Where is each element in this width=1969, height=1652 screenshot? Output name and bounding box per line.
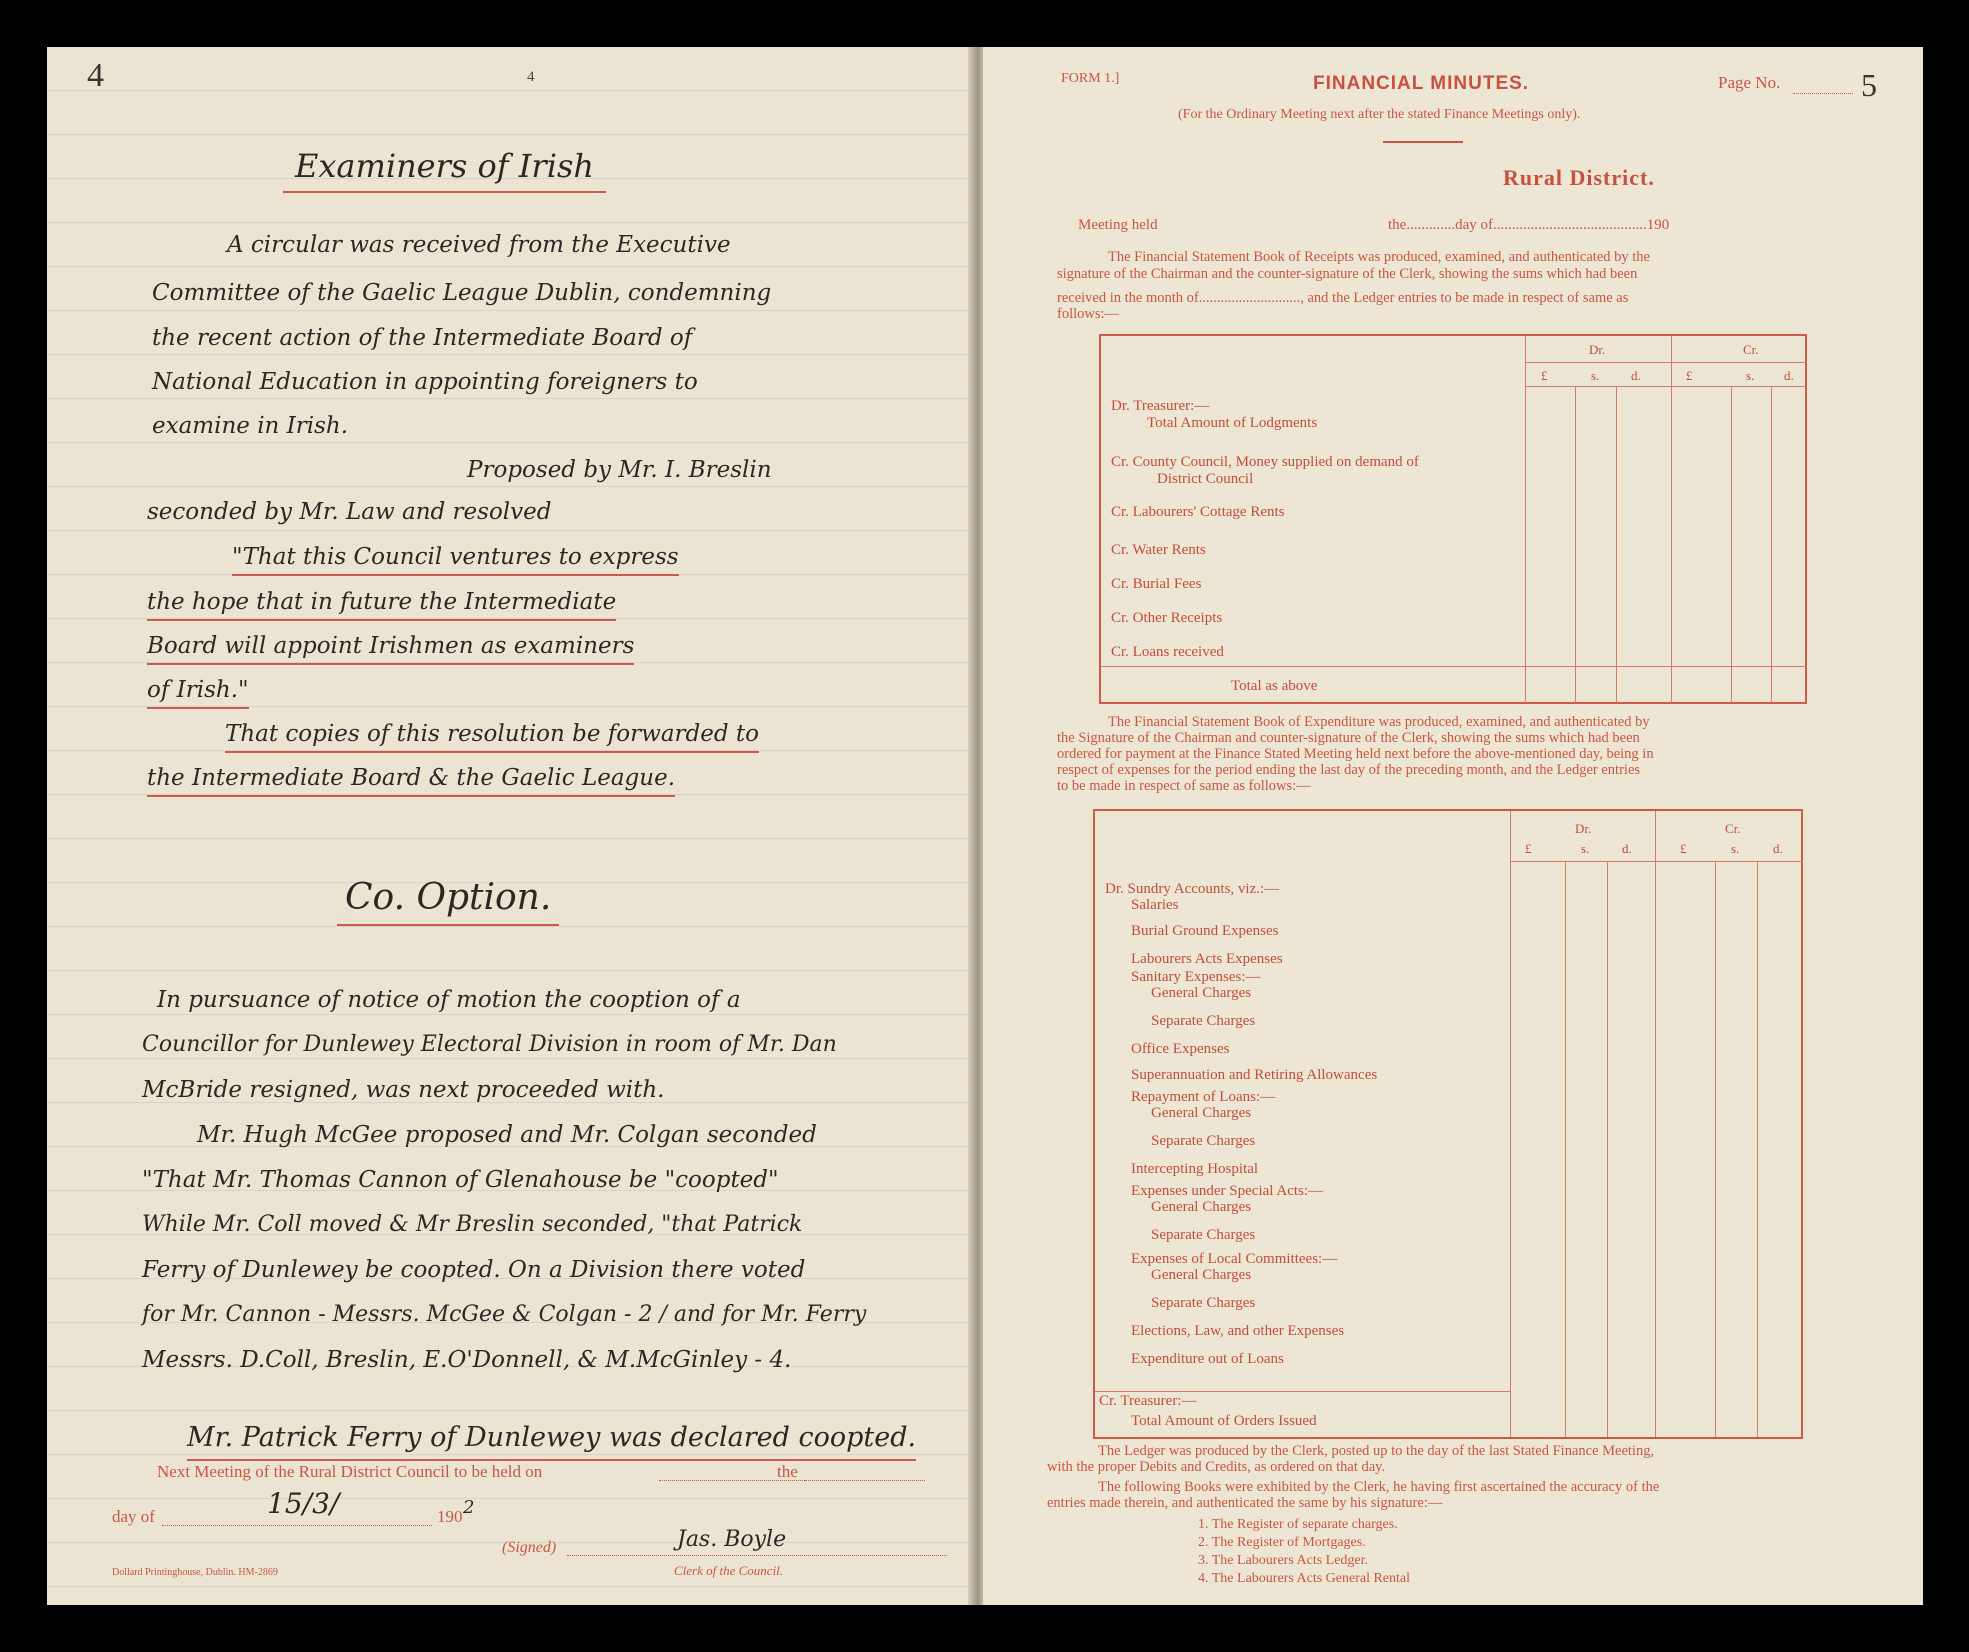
text-line: Ferry of Dunlewey be coopted. On a Division there voted <box>142 1257 806 1283</box>
expenditure-row: Separate Charges <box>1151 1133 1256 1149</box>
resolution-line: of Irish." <box>147 677 249 709</box>
text-line: While Mr. Coll moved & Mr Breslin seconded, "that Patrick <box>142 1212 803 1237</box>
page-no-label: Page No. <box>1718 73 1781 92</box>
col-rule <box>1565 861 1566 1437</box>
resolution-line: That copies of this resolution be forwarded to <box>225 721 759 753</box>
header-rule <box>1671 362 1807 363</box>
expenditure-row: Separate Charges <box>1151 1013 1256 1029</box>
form-label: FORM 1.] <box>1061 71 1120 86</box>
expenditure-row: Superannuation and Retiring Allowances <box>1131 1067 1378 1083</box>
header-dr: Dr. <box>1589 342 1606 357</box>
ledger-paragraph-line: The following Books were exhibited by the Clerk, he having first ascertained the accuracy of the <box>1098 1479 1660 1495</box>
text-line: Mr. Hugh McGee proposed and Mr. Colgan seconded <box>197 1122 817 1148</box>
col-rule <box>1671 336 1672 702</box>
header-pound: £ <box>1541 368 1548 383</box>
receipt-row: Cr. Burial Fees <box>1111 576 1202 592</box>
expenditure-row: Repayment of Loans:— <box>1131 1089 1276 1105</box>
receipt-row: Dr. Treasurer:— <box>1111 398 1210 414</box>
title-rule <box>1383 141 1463 143</box>
financial-minutes-title: FINANCIAL MINUTES. <box>1313 73 1530 94</box>
header-s: s. <box>1731 841 1740 856</box>
header-d: d. <box>1784 368 1794 383</box>
col-rule <box>1731 386 1732 702</box>
day-of-line <box>162 1525 432 1526</box>
header-rule <box>1525 362 1671 363</box>
text-line: Messrs. D.Coll, Breslin, E.O'Donnell, & M.McGinley - 4. <box>142 1347 792 1373</box>
expenditure-row: Expenses of Local Committees:— <box>1131 1251 1338 1267</box>
header-d: d. <box>1773 841 1783 856</box>
page-number: 5 <box>1861 67 1877 103</box>
expenditure-row: Expenditure out of Loans <box>1131 1351 1284 1367</box>
expenditure-paragraph-line: respect of expenses for the period ending the last day of the preceding month, and the Ledger entries <box>1057 762 1641 778</box>
treasurer-rule <box>1095 1391 1510 1392</box>
text-line: Committee of the Gaelic League Dublin, condemning <box>152 280 772 306</box>
receipts-paragraph-line: The Financial Statement Book of Receipts was produced, examined, and authenticated by the <box>1108 249 1650 265</box>
expenditure-row: Sanitary Expenses:— <box>1131 969 1261 985</box>
section-heading-cooption: Co. Option. <box>337 877 559 926</box>
total-rule <box>1101 666 1807 667</box>
ledger-paragraph-line: with the proper Debits and Credits, as ordered on that day. <box>1047 1459 1386 1475</box>
header-s: s. <box>1581 841 1590 856</box>
text-line: National Education in appointing foreigners to <box>152 369 698 395</box>
col-rule <box>1607 861 1608 1437</box>
col-rule <box>1510 811 1511 1437</box>
meeting-date: the.............day of.........................................190 <box>1388 217 1670 233</box>
clerk-signature: Jas. Boyle <box>677 1527 787 1552</box>
receipt-row: District Council <box>1157 471 1254 487</box>
expenditure-row: General Charges <box>1151 1199 1252 1215</box>
col-rule <box>1715 861 1716 1437</box>
year-prefix: 190 <box>437 1507 463 1526</box>
receipt-row: Cr. Water Rents <box>1111 542 1206 558</box>
expenditure-row: General Charges <box>1151 1267 1252 1283</box>
ledger-paragraph-line: entries made therein, and authenticated the same by his signature:— <box>1047 1495 1443 1511</box>
rural-district: Rural District. <box>1503 165 1655 190</box>
header-dr: Dr. <box>1575 821 1592 836</box>
receipt-row: Cr. Labourers' Cottage Rents <box>1111 504 1285 520</box>
page-number-top: 4 <box>527 69 535 85</box>
receipt-row: Cr. Other Receipts <box>1111 610 1223 626</box>
header-rule <box>1525 386 1807 387</box>
left-page <box>47 47 977 1605</box>
receipts-paragraph-line: received in the month of............................, and the Ledger entries to be made in respect of same as <box>1057 290 1629 306</box>
subtitle: (For the Ordinary Meeting next after the stated Finance Meetings only). <box>1178 107 1581 122</box>
expenditure-row: Labourers Acts Expenses <box>1131 951 1283 967</box>
meeting-held: Meeting held <box>1078 217 1158 233</box>
text-line: McBride resigned, was next proceeded with. <box>142 1077 665 1103</box>
right-page <box>983 47 1923 1605</box>
text-line: seconded by Mr. Law and resolved <box>147 499 552 525</box>
section-heading-examiners: Examiners of Irish <box>283 147 606 193</box>
expenditure-row: Elections, Law, and other Expenses <box>1131 1323 1345 1339</box>
expenditure-paragraph-line: ordered for payment at the Finance Stated Meeting held next before the above-mentioned day, being in <box>1057 746 1654 762</box>
receipt-row: Cr. Loans received <box>1111 644 1224 660</box>
page-no-line <box>1793 93 1853 94</box>
expenditure-row: Separate Charges <box>1151 1295 1256 1311</box>
expenditure-row: Total Amount of Orders Issued <box>1131 1413 1317 1429</box>
col-rule <box>1525 336 1526 702</box>
ledger-paragraph-line: The Ledger was produced by the Clerk, posted up to the day of the last Stated Finance Meeting, <box>1098 1443 1655 1459</box>
header-pound: £ <box>1680 841 1687 856</box>
header-pound: £ <box>1686 368 1693 383</box>
the-line <box>805 1480 925 1481</box>
expenditure-row: Intercepting Hospital <box>1131 1161 1259 1177</box>
expenditure-paragraph-line: The Financial Statement Book of Expenditure was produced, examined, and authenticated by <box>1108 714 1650 730</box>
expenditure-row: General Charges <box>1151 985 1252 1001</box>
expenditure-row: Dr. Sundry Accounts, viz.:— <box>1105 881 1280 897</box>
book-item: 4. The Labourers Acts General Rental <box>1198 1571 1411 1586</box>
text-line: the recent action of the Intermediate Board of <box>152 325 693 351</box>
next-meeting-label: Next Meeting of the Rural District Council to be held on <box>157 1462 543 1481</box>
text-line: A circular was received from the Executive <box>227 232 731 258</box>
header-d: d. <box>1631 368 1641 383</box>
text-line: for Mr. Cannon - Messrs. McGee & Colgan - 2 / and for Mr. Ferry <box>142 1302 867 1327</box>
col-rule <box>1757 861 1758 1437</box>
header-s: s. <box>1591 368 1600 383</box>
text-line: In pursuance of notice of motion the cooption of a <box>157 987 741 1013</box>
expenditure-paragraph-line: to be made in respect of same as follows:— <box>1057 778 1311 794</box>
resolution-line: "That this Council ventures to express <box>232 544 679 576</box>
header-cr: Cr. <box>1725 821 1741 836</box>
printer-imprint: Dollard Printinghouse, Dublin. HM-2869 <box>112 1567 278 1578</box>
receipt-row: Total Amount of Lodgments <box>1147 415 1318 431</box>
expenditure-row: Cr. Treasurer:— <box>1099 1393 1197 1409</box>
col-rule <box>1771 386 1772 702</box>
receipts-paragraph-line: signature of the Chairman and the counter-signature of the Clerk, showing the sums which had been <box>1057 266 1638 282</box>
cooption-conclusion: Mr. Patrick Ferry of Dunlewey was declared coopted. <box>187 1422 916 1461</box>
day-of-label: day of <box>112 1507 155 1526</box>
book-item: 1. The Register of separate charges. <box>1198 1517 1398 1532</box>
book-item: 3. The Labourers Acts Ledger. <box>1198 1553 1369 1568</box>
text-line: Proposed by Mr. I. Breslin <box>467 457 772 483</box>
header-rule <box>1510 861 1803 862</box>
year-suffix: 2 <box>463 1497 475 1518</box>
expenditure-table <box>1093 809 1803 1439</box>
expenditure-row: Separate Charges <box>1151 1227 1256 1243</box>
header-s: s. <box>1746 368 1755 383</box>
day-value: 15/3/ <box>267 1487 340 1520</box>
receipts-paragraph-line: follows:— <box>1057 306 1120 322</box>
signed-label: (Signed) <box>502 1539 557 1556</box>
header-d: d. <box>1622 841 1632 856</box>
resolution-line: the Intermediate Board & the Gaelic League. <box>147 765 675 797</box>
book-item: 2. The Register of Mortgages. <box>1198 1535 1366 1550</box>
expenditure-row: Expenses under Special Acts:— <box>1131 1183 1324 1199</box>
text-line: Councillor for Dunlewey Electoral Division in room of Mr. Dan <box>142 1032 837 1057</box>
receipt-row: Cr. County Council, Money supplied on demand of <box>1111 454 1419 470</box>
header-pound: £ <box>1525 841 1532 856</box>
col-rule <box>1575 386 1576 702</box>
resolution-line: the hope that in future the Intermediate <box>147 589 616 621</box>
clerk-label: Clerk of the Council. <box>674 1563 784 1578</box>
expenditure-paragraph-line: the Signature of the Chairman and counter-signature of the Clerk, showing the sums which had been <box>1057 730 1640 746</box>
text-line: examine in Irish. <box>152 413 349 439</box>
header-cr: Cr. <box>1743 342 1759 357</box>
expenditure-row: General Charges <box>1151 1105 1252 1121</box>
signature-line <box>567 1555 947 1556</box>
col-rule <box>1616 386 1617 702</box>
receipts-table <box>1099 334 1807 704</box>
receipt-row: Total as above <box>1231 678 1318 694</box>
the-label: the <box>777 1462 798 1481</box>
resolution-line: Board will appoint Irishmen as examiners <box>147 633 634 665</box>
expenditure-row: Office Expenses <box>1131 1041 1230 1057</box>
expenditure-row: Burial Ground Expenses <box>1131 923 1279 939</box>
expenditure-row: Salaries <box>1131 897 1179 913</box>
page-number-corner: 4 <box>87 57 104 94</box>
text-line: "That Mr. Thomas Cannon of Glenahouse be "coopted" <box>142 1167 779 1193</box>
col-rule <box>1655 811 1656 1437</box>
